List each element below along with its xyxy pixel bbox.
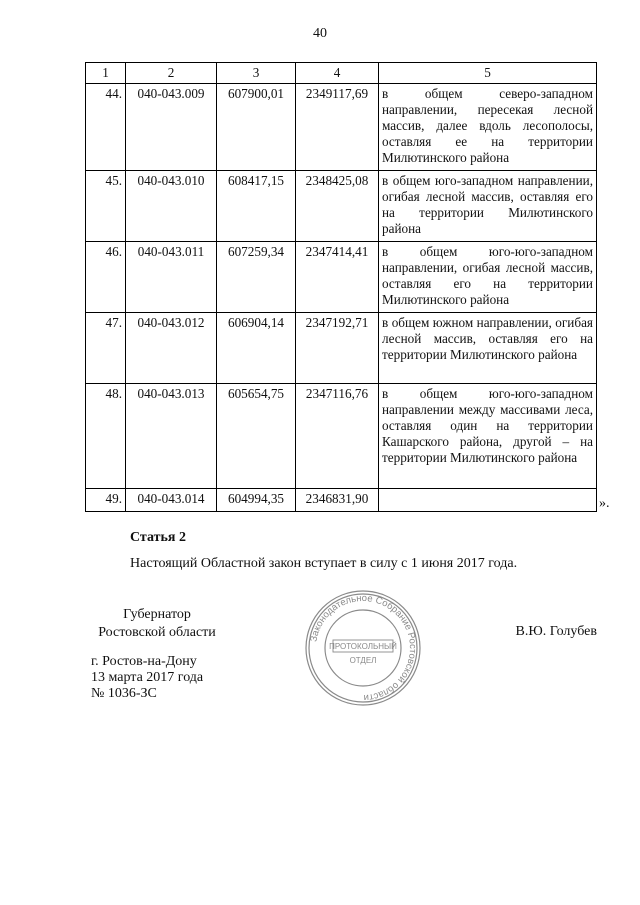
signatory-title-line: Губернатор (123, 607, 191, 622)
seal-center-line2: ОТДЕЛ (349, 656, 377, 665)
header-cell: 2 (126, 63, 217, 84)
seal-center-line1: ПРОТОКОЛЬНЫЙ (329, 642, 397, 651)
seal-ring-text: Законодательное Собрание Ростовской области (308, 592, 419, 704)
article-text: Настоящий Областной закон вступает в силу с 1 июня 2017 года. (130, 556, 518, 571)
row-number: 45. (86, 171, 126, 242)
row-number: 46. (86, 242, 126, 313)
y-coordinate: 2347116,76 (296, 384, 379, 489)
article-title: Статья 2 (130, 530, 186, 545)
row-number: 47. (86, 313, 126, 384)
header-cell: 5 (379, 63, 597, 84)
seal-stamp-icon (303, 588, 423, 708)
signatory-name: В.Ю. Голубев (515, 624, 597, 639)
point-code: 040-043.013 (126, 384, 217, 489)
official-seal (303, 588, 423, 708)
row-number: 48. (86, 384, 126, 489)
boundary-description: в общем юго-западном направлении, огибая лесной массив, оставляя его на территории Милютинского района (379, 171, 597, 242)
y-coordinate: 2346831,90 (296, 489, 379, 512)
x-coordinate: 606904,14 (217, 313, 296, 384)
table-header-row (86, 63, 597, 84)
city: г. Ростов-на-Дону (91, 654, 197, 669)
law-date: 13 марта 2017 года (91, 670, 204, 685)
boundary-description (379, 489, 597, 512)
row-number: 49. (86, 489, 126, 512)
table-row (86, 171, 597, 242)
closing-quote: ». (599, 496, 610, 511)
law-number: № 1036-ЗС (91, 686, 157, 701)
point-code: 040-043.009 (126, 84, 217, 171)
boundary-description: в общем юго-юго-западном направлении, огибая лесной массив, оставляя его на территории Милютинского района (379, 242, 597, 313)
y-coordinate: 2349117,69 (296, 84, 379, 171)
x-coordinate: 607900,01 (217, 84, 296, 171)
header-cell: 4 (296, 63, 379, 84)
table-row (86, 313, 597, 384)
x-coordinate: 607259,34 (217, 242, 296, 313)
signatory-title-line: Ростовской области (98, 625, 216, 640)
point-code: 040-043.014 (126, 489, 217, 512)
point-code: 040-043.011 (126, 242, 217, 313)
table-row (86, 242, 597, 313)
boundary-description: в общем северо-западном направлении, пересекая лесной массив, далее вдоль лесополосы, оставляя ее на территории Милютинского района (379, 84, 597, 171)
boundary-description: в общем южном направлении, огибая лесной массив, оставляя его на территории Милютинского района (379, 313, 597, 384)
boundary-points-table (85, 62, 597, 512)
x-coordinate: 605654,75 (217, 384, 296, 489)
table-row (86, 84, 597, 171)
row-number: 44. (86, 84, 126, 171)
y-coordinate: 2347414,41 (296, 242, 379, 313)
x-coordinate: 608417,15 (217, 171, 296, 242)
boundary-description: в общем юго-юго-западном направлении между массивами леса, оставляя один на территории Кашарского района, другой – на территории Милютинского района (379, 384, 597, 489)
point-code: 040-043.010 (126, 171, 217, 242)
point-code: 040-043.012 (126, 313, 217, 384)
page-number: 40 (313, 26, 327, 41)
y-coordinate: 2348425,08 (296, 171, 379, 242)
table-row (86, 489, 597, 512)
signatory-title (90, 606, 224, 642)
header-cell: 3 (217, 63, 296, 84)
y-coordinate: 2347192,71 (296, 313, 379, 384)
table-row (86, 384, 597, 489)
header-cell: 1 (86, 63, 126, 84)
x-coordinate: 604994,35 (217, 489, 296, 512)
place-date-block (91, 654, 203, 702)
